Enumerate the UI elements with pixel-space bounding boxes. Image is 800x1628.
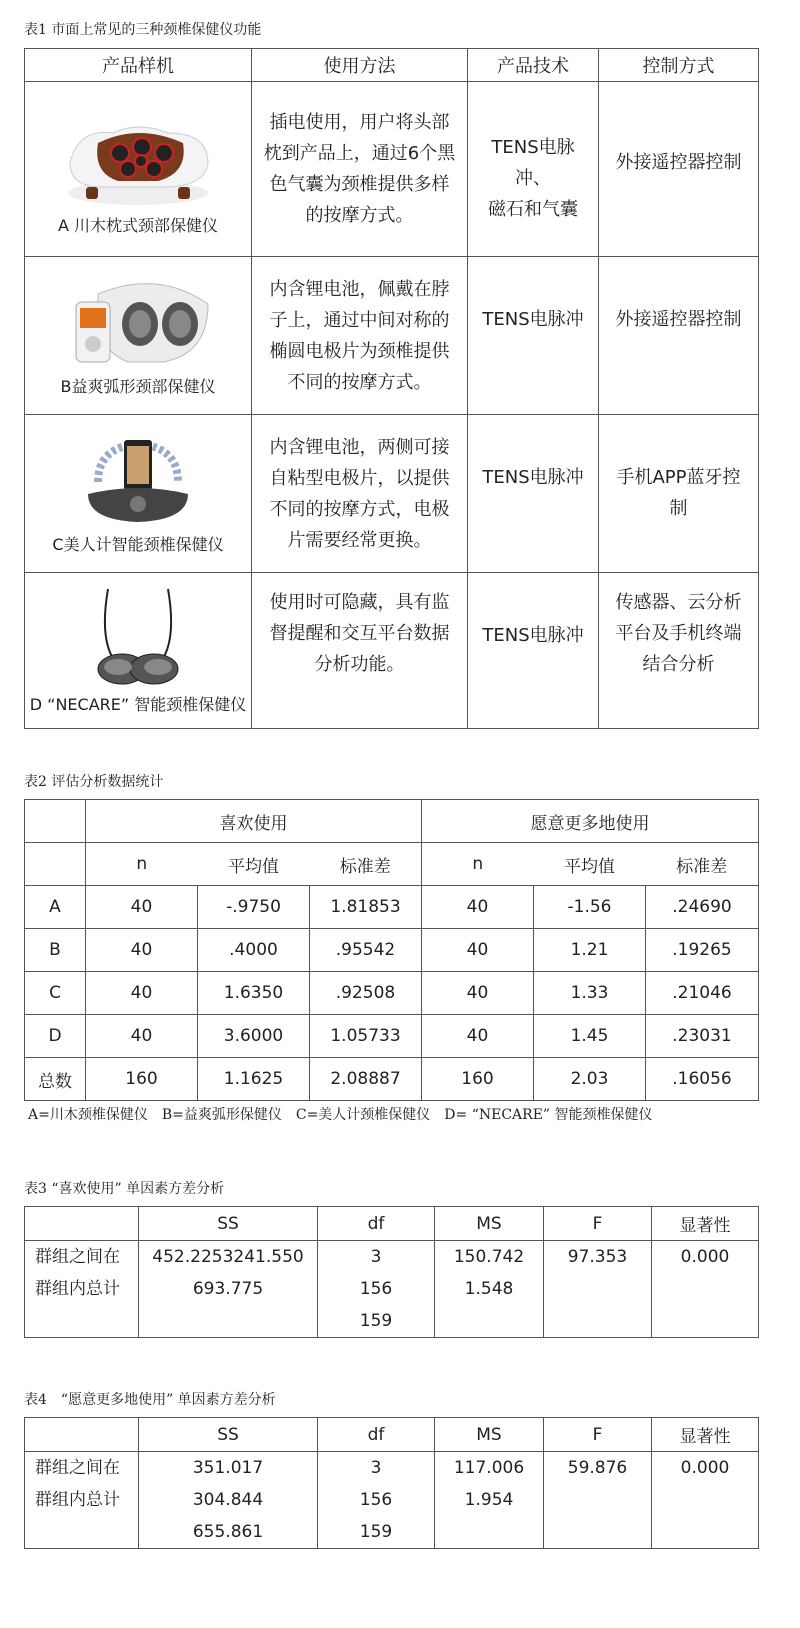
t2-cell: 1.33: [534, 972, 646, 1015]
t4-header-df: df: [318, 1418, 435, 1452]
t2-sub-sd: 标准差: [310, 843, 422, 886]
t2-cell: 160: [422, 1058, 534, 1101]
pillow-massager-image: [58, 103, 218, 213]
table-row: [25, 886, 759, 929]
t2-cell: 1.21: [534, 929, 646, 972]
t2-cell: 40: [86, 1015, 198, 1058]
t2-row-label: D: [25, 1015, 86, 1058]
t3-header-f: F: [544, 1207, 652, 1241]
t1-row-d-product: [25, 573, 252, 729]
t4-ss: 351.017 304.844 655.861: [139, 1452, 318, 1549]
t2-row-label: A: [25, 886, 86, 929]
t2-cell: 1.05733: [310, 1015, 422, 1058]
t3-f: 97.353: [544, 1241, 652, 1338]
table-row: [25, 1058, 759, 1101]
t2-cell: .16056: [646, 1058, 759, 1101]
t2-group-more: 愿意更多地使用: [422, 800, 759, 843]
t2-sub-sd: 标准差: [646, 843, 759, 886]
t2-sub-mean: 平均值: [534, 843, 646, 886]
table-row: [25, 972, 759, 1015]
t1-header-tech: 产品技术: [468, 49, 599, 82]
t2-cell: 40: [422, 972, 534, 1015]
t1-row-d-usage: 使用时可隐藏，具有监 督提醒和交互平台数据 分析功能。: [252, 573, 468, 729]
t1-header-usage: 使用方法: [252, 49, 468, 82]
t2-corner-2: [25, 843, 86, 886]
smart-neck-massager-image: [58, 432, 218, 532]
t2-cell: 3.6000: [198, 1015, 310, 1058]
table1: [24, 48, 759, 729]
t1-header-control: 控制方式: [599, 49, 759, 82]
necare-necklace-image: [58, 587, 218, 692]
t1-header-product: 产品样机: [25, 49, 252, 82]
t2-cell: 40: [422, 929, 534, 972]
table-row: [25, 929, 759, 972]
t1-row-a-tech: TENS电脉冲、 磁石和气囊: [468, 82, 599, 257]
t1-row-c-usage: 内含锂电池，两侧可接 自粘型电极片，以提供 不同的按摩方式，电极 片需要经常更换。: [252, 415, 468, 573]
t1-row-d-tech: TENS电脉冲: [468, 573, 599, 729]
t4-ms: 117.006 1.954: [435, 1452, 544, 1549]
t3-header-ss: SS: [139, 1207, 318, 1241]
t2-cell: 1.1625: [198, 1058, 310, 1101]
t1-row-a-product: [25, 82, 252, 257]
t2-cell: 40: [86, 972, 198, 1015]
t3-ms: 150.742 1.548: [435, 1241, 544, 1338]
t1-row-a-control: 外接遥控器控制: [599, 82, 759, 257]
t2-cell: 1.6350: [198, 972, 310, 1015]
t4-f: 59.876: [544, 1452, 652, 1549]
t2-cell: 160: [86, 1058, 198, 1101]
table2: [24, 799, 759, 1101]
t1-row-d-control: 传感器、云分析 平台及手机终端 结合分析: [599, 573, 759, 729]
t2-cell: .95542: [310, 929, 422, 972]
t4-labels: 群组之间在 群组内总计: [25, 1452, 139, 1549]
t2-row-label: B: [25, 929, 86, 972]
t2-cell: .4000: [198, 929, 310, 972]
t2-cell: 40: [422, 886, 534, 929]
t2-cell: 40: [86, 929, 198, 972]
t2-cell: -1.56: [534, 886, 646, 929]
t3-header-ms: MS: [435, 1207, 544, 1241]
t1-row-b-tech: TENS电脉冲: [468, 257, 599, 415]
t2-cell: 1.45: [534, 1015, 646, 1058]
t2-sub-mean: 平均值: [198, 843, 310, 886]
t1-row-c-product: [25, 415, 252, 573]
t2-cell: 2.03: [534, 1058, 646, 1101]
t3-header-sig: 显著性: [652, 1207, 759, 1241]
t4-header-ss: SS: [139, 1418, 318, 1452]
t2-row-label: 总数: [25, 1058, 86, 1101]
t4-sig: 0.000: [652, 1452, 759, 1549]
t3-ss: 452.2253241.550 693.775: [139, 1241, 318, 1338]
t2-sub-n: n: [86, 843, 198, 886]
table2-caption: 表2 评估分析数据统计: [24, 774, 164, 790]
t1-row-a-usage: 插电使用，用户将头部 枕到产品上，通过6个黑 色气囊为颈椎提供多样 的按摩方式。: [252, 82, 468, 257]
table3: [24, 1206, 759, 1338]
t2-cell: 40: [86, 886, 198, 929]
t3-header-blank: [25, 1207, 139, 1241]
t2-cell: 2.08887: [310, 1058, 422, 1101]
t2-cell: 40: [422, 1015, 534, 1058]
table2-note: A=川木颈椎保健仪 B=益爽弧形保健仪 C=美人计颈椎保健仪 D= “NECARE” 智能颈椎保健仪: [28, 1107, 653, 1123]
t1-product-d-caption: D “NECARE” 智能颈椎保健仪: [29, 694, 247, 714]
t1-product-a-caption: A 川木枕式颈部保健仪: [57, 215, 219, 235]
t3-sig: 0.000: [652, 1241, 759, 1338]
t2-cell: .92508: [310, 972, 422, 1015]
t1-product-b-caption: B益爽弧形颈部保健仪: [60, 377, 216, 396]
table4-caption: 表4 “愿意更多地使用” 单因素方差分析: [24, 1392, 276, 1408]
t1-row-c-tech: TENS电脉冲: [468, 415, 599, 573]
t2-cell: -.9750: [198, 886, 310, 929]
t1-row-b-product: [25, 257, 252, 415]
t2-cell: .24690: [646, 886, 759, 929]
t2-cell: .23031: [646, 1015, 759, 1058]
arc-neck-massager-image: [58, 274, 218, 374]
table4: [24, 1417, 759, 1549]
table3-caption: 表3 “喜欢使用” 单因素方差分析: [24, 1181, 225, 1197]
t4-header-blank: [25, 1418, 139, 1452]
t1-row-b-usage: 内含锂电池，佩戴在脖 子上，通过中间对称的 椭圆电极片为颈椎提供 不同的按摩方式。: [252, 257, 468, 415]
t4-df: 3 156 159: [318, 1452, 435, 1549]
t2-sub-n: n: [422, 843, 534, 886]
t2-row-label: C: [25, 972, 86, 1015]
t2-cell: .21046: [646, 972, 759, 1015]
t4-header-sig: 显著性: [652, 1418, 759, 1452]
t4-header-f: F: [544, 1418, 652, 1452]
table1-caption: 表1 市面上常见的三种颈椎保健仪功能: [24, 22, 262, 38]
table-row: [25, 1015, 759, 1058]
t4-header-ms: MS: [435, 1418, 544, 1452]
t3-header-df: df: [318, 1207, 435, 1241]
t3-labels: 群组之间在 群组内总计: [25, 1241, 139, 1338]
t3-df: 3 156 159: [318, 1241, 435, 1338]
t1-product-c-caption: C美人计智能颈椎保健仪: [52, 535, 224, 554]
t1-row-b-control: 外接遥控器控制: [599, 257, 759, 415]
t2-cell: .19265: [646, 929, 759, 972]
t2-corner: [25, 800, 86, 843]
t2-group-like: 喜欢使用: [86, 800, 422, 843]
t2-cell: 1.81853: [310, 886, 422, 929]
t1-row-c-control: 手机APP蓝牙控 制: [599, 415, 759, 573]
